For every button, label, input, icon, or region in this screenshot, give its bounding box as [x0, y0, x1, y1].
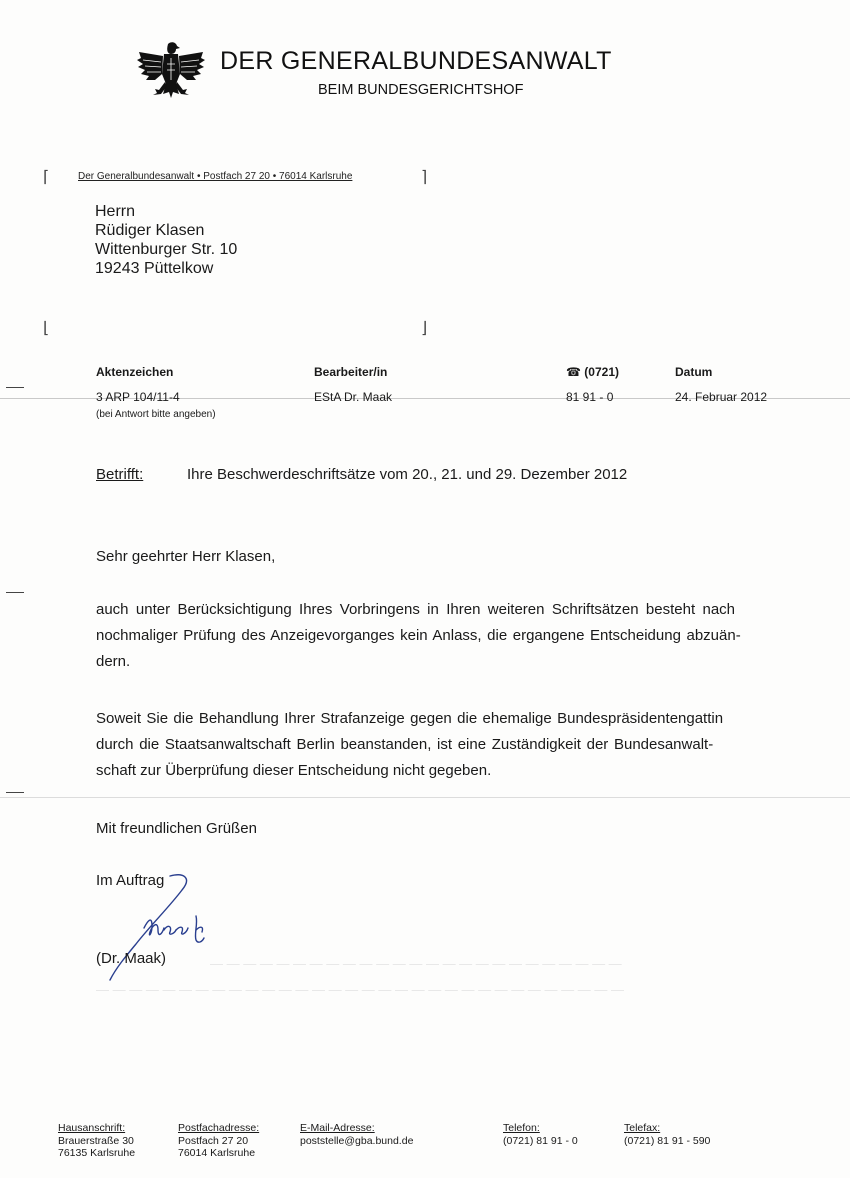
bleed-through: — — — — — — — — — — — — — — — — — — — — — — — — —	[210, 956, 622, 971]
paragraph-1-line: nochmaliger Prüfung des Anzeigevorganges kein Anlass, die ergangene Entscheidung abzuän-	[96, 627, 741, 644]
phone-value: 81 91 - 0	[566, 390, 614, 404]
footer-postfach-line: Postfach 27 20	[178, 1134, 249, 1147]
footer-hausanschrift	[58, 1122, 135, 1160]
footer-postfach-label: Postfachadresse:	[178, 1122, 260, 1134]
greeting: Sehr geehrter Herr Klasen,	[96, 548, 276, 565]
footer-telefon	[503, 1122, 578, 1147]
footer-telefax-value: (0721) 81 91 - 590	[624, 1134, 711, 1147]
bearbeiter-label: Bearbeiter/in	[314, 365, 388, 379]
im-auftrag: Im Auftrag	[96, 872, 165, 889]
footer-hausanschrift-line: 76135 Karlsruhe	[58, 1147, 136, 1159]
federal-eagle-icon	[135, 40, 207, 106]
bleed-through: — — — — — — — — — — — — — — — — — — — — — — — — — — — — — — — —	[96, 982, 624, 997]
recipient-street: Wittenburger Str. 10	[95, 241, 238, 258]
aktenzeichen-note: (bei Antwort bitte angeben)	[96, 409, 216, 420]
telephone-icon: ☎	[566, 365, 581, 379]
fold-mark	[6, 387, 24, 388]
datum-label: Datum	[675, 365, 713, 379]
signer-name: (Dr. Maak)	[96, 950, 167, 967]
paragraph-1-line: auch unter Berücksichtigung Ihres Vorbringens in Ihren weiteren Schriftsätzen besteht nach	[96, 601, 736, 618]
paragraph-2	[96, 706, 768, 784]
footer-postfach	[178, 1122, 259, 1160]
phone-header	[566, 365, 619, 379]
paragraph-1-line: dern.	[96, 653, 131, 670]
fold-mark	[6, 792, 24, 793]
datum-value: 24. Februar 2012	[675, 390, 768, 404]
footer-email	[300, 1122, 413, 1147]
footer-email-label: E-Mail-Adresse:	[300, 1122, 375, 1134]
subject-label: Betrifft:	[96, 466, 144, 483]
window-corner-bottom-right: ⌋	[421, 320, 428, 337]
paragraph-2-line: schaft zur Überprüfung dieser Entscheidung nicht gegeben.	[96, 762, 492, 779]
window-corner-top-left: ⌈	[43, 169, 50, 186]
footer-telefon-value: (0721) 81 91 - 0	[503, 1134, 578, 1147]
closing: Mit freundlichen Grüßen	[96, 820, 257, 837]
paragraph-2-line: Soweit Sie die Behandlung Ihrer Strafanzeige gegen die ehemalige Bundespräsidentengattin	[96, 710, 724, 727]
fold-mark	[6, 592, 24, 593]
footer-telefax-label: Telefax:	[624, 1122, 661, 1134]
window-corner-bottom-left: ⌊	[43, 320, 50, 337]
phone-label: (0721)	[584, 365, 619, 379]
paragraph-2-line: durch die Staatsanwaltschaft Berlin beanstanden, ist eine Zuständigkeit der Bundesanwalt-	[96, 736, 714, 753]
footer-email-value: poststelle@gba.bund.de	[300, 1134, 414, 1147]
recipient-address	[95, 202, 237, 278]
paragraph-1	[96, 597, 768, 675]
footer-hausanschrift-line: Brauerstraße 30	[58, 1134, 134, 1147]
aktenzeichen-value: 3 ARP 104/11-4	[96, 390, 180, 404]
recipient-name: Rüdiger Klasen	[95, 222, 205, 239]
org-subtitle: BEIM BUNDESGERICHTSHOF	[318, 82, 524, 98]
subject-text: Ihre Beschwerdeschriftsätze vom 20., 21. und 29. Dezember 2012	[187, 466, 628, 483]
recipient-city: 19243 Püttelkow	[95, 260, 214, 277]
scan-line	[0, 797, 850, 798]
footer-hausanschrift-label: Hausanschrift:	[58, 1122, 126, 1134]
recipient-salutation: Herrn	[95, 203, 136, 220]
footer-postfach-line: 76014 Karlsruhe	[178, 1147, 256, 1159]
aktenzeichen-label: Aktenzeichen	[96, 365, 174, 379]
footer-telefax	[624, 1122, 710, 1147]
sender-line: Der Generalbundesanwalt • Postfach 27 20 • 76014 Karlsruhe	[78, 171, 353, 182]
org-name: DER GENERALBUNDESANWALT	[220, 47, 612, 75]
bearbeiter-value: EStA Dr. Maak	[314, 390, 393, 404]
footer-telefon-label: Telefon:	[503, 1122, 540, 1134]
window-corner-top-right: ⌉	[421, 169, 428, 186]
